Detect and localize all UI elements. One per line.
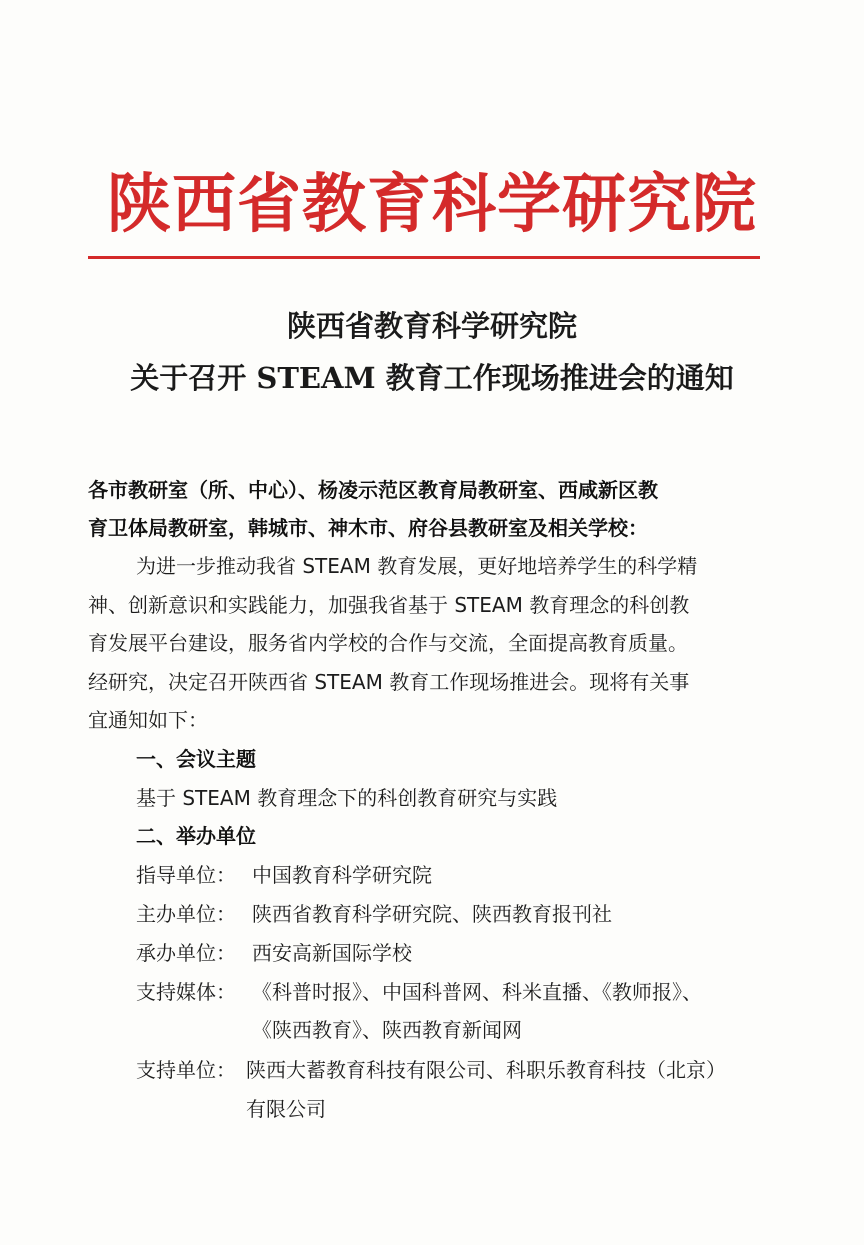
support-media-value-line2: 《陕西教育》、陕西教育新闻网 — [252, 1018, 522, 1042]
intro-line4: 经研究，决定召开陕西省 STEAM 教育工作现场推进会。现将有关事 — [88, 670, 690, 694]
intro-line5: 宜通知如下： — [88, 708, 208, 732]
section1-theme: 基于 STEAM 教育理念下的科创教育研究与实践 — [136, 786, 558, 810]
addressee-line1: 各市教研室（所、中心）、杨凌示范区教育局教研室、西咸新区教 — [88, 478, 658, 502]
guide-unit-value: 中国教育科学研究院 — [252, 863, 432, 887]
letterhead-org-name: 陕西省教育科学研究院 — [107, 167, 757, 242]
support-media-label: 支持媒体： — [136, 980, 236, 1004]
organizer-unit-value: 西安高新国际学校 — [252, 941, 412, 965]
intro-line2: 神、创新意识和实践能力，加强我省基于 STEAM 教育理念的科创教 — [88, 593, 690, 617]
host-unit-label: 主办单位： — [136, 902, 236, 926]
support-media-value-line1: 《科普时报》、中国科普网、科米直播、《教师报》、 — [252, 980, 702, 1004]
document-title-line1: 陕西省教育科学研究院 — [286, 309, 577, 343]
guide-unit-label: 指导单位： — [136, 863, 236, 887]
document-title-line2: 关于召开 STEAM 教育工作现场推进会的通知 — [130, 361, 734, 395]
section2-heading: 二、举办单位 — [136, 824, 256, 848]
host-unit-value: 陕西省教育科学研究院、陕西教育报刊社 — [252, 902, 612, 926]
addressee-line2: 育卫体局教研室，韩城市、神木市、府谷县教研室及相关学校： — [88, 516, 648, 540]
intro-line3: 育发展平台建设，服务省内学校的合作与交流，全面提高教育质量。 — [88, 631, 688, 655]
support-unit-value-line2: 有限公司 — [246, 1097, 326, 1121]
section1-heading: 一、会议主题 — [136, 747, 256, 771]
letterhead-red-rule — [88, 256, 760, 259]
organizer-unit-label: 承办单位： — [136, 941, 236, 965]
support-unit-label: 支持单位： — [136, 1058, 236, 1082]
support-unit-value-line1: 陕西大蓄教育科技有限公司、科职乐教育科技（北京） — [246, 1058, 726, 1082]
intro-line1: 为进一步推动我省 STEAM 教育发展，更好地培养学生的科学精 — [136, 554, 698, 578]
